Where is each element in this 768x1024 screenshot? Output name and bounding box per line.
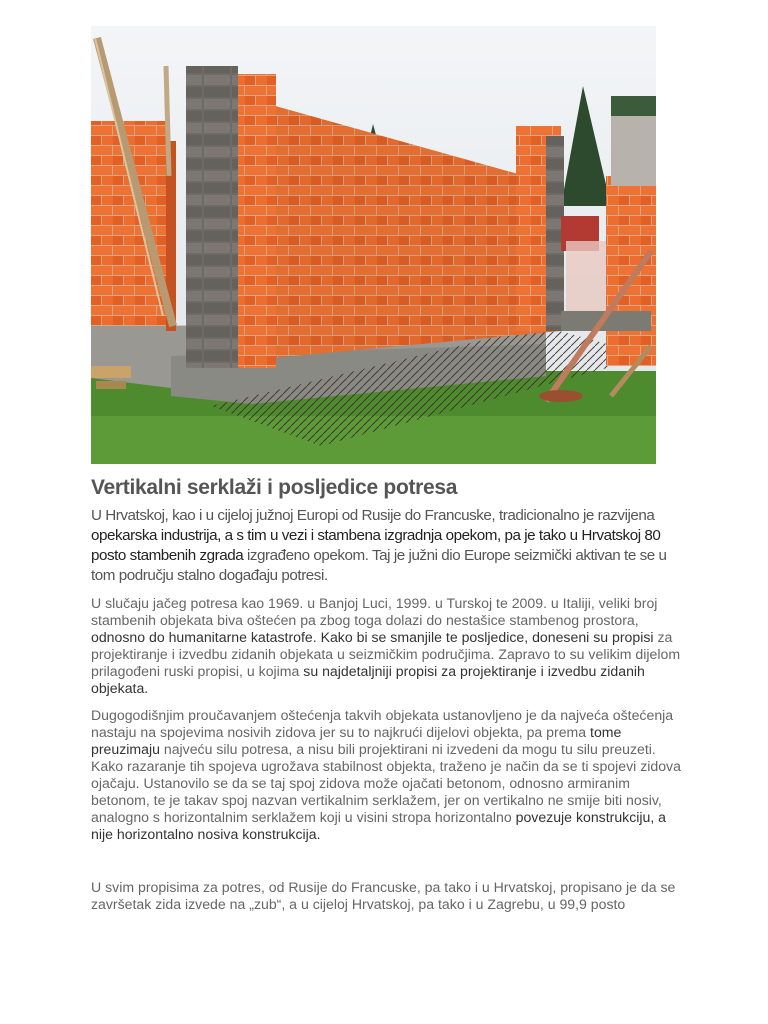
para1-highlight-1: odnosno do humanitarne katastrofe. Kako bi se smanjile te posljedice, doneseni su propisi	[91, 629, 654, 645]
paragraph-wall-joints	[91, 707, 681, 843]
para2-text-1: Dugogodišnjim proučavanjem oštećenja takvih objekata ustanovljeno je da najveća oštećenja nastaju na spojevima nosivih zidova jer su to najkrući dijelovi objekta, pa prema	[91, 707, 674, 740]
paragraph-regulations: U svim propisima za potres, od Rusije do Francuske, pa tako i u Hrvatskoj, propisano je da se završetak zida izvede na „zub“, a u cijeloj Hrvatskoj, pa tako i u Zagrebu, u 99,9 posto	[91, 879, 676, 912]
lead-highlight: opekarska industrija, a s tim u vezi i stambena izgradnja opekom, pa je tako u Hrvatskoj 80 posto stambenih zgrada	[91, 527, 661, 564]
article-title: Vertikalni serklaži i posljedice potresa	[91, 476, 458, 499]
para2-text-2: najveću silu potresa, a nisu bili projektirani ni izvedeni da mogu tu silu preuzeti. Kako razaranje tih spojeva ugrožava stabilnost objekta, traženo je način da se ti spojevi zidova ojačaju. Ustanovilo se da se taj spoj zidova može ojačati betonom, odnosno armiranim betonom, te je takav spoj nazvan vertikalnim serklažem, jer on vertikalno ne smije biti nosiv, analogno s horizontalnim serklažem koji u visini stropa horizontalno	[91, 741, 681, 825]
para1-highlight-2: su najdetaljniji propisi za projektiranje i izvedbu zidanih objekata.	[91, 663, 645, 696]
para1-text-1: U slučaju jačeg potresa kao 1969. u Banjoj Luci, 1999. u Turskoj te 2009. u Italiji, veliki broj stambenih objekata biva oštećen pa zbog toga dolazi do nestašice stambenog prostora,	[91, 595, 658, 628]
brick-wall-illustration	[91, 26, 656, 464]
article-lead	[91, 506, 681, 586]
para2-highlight-1: tome preuzimaju	[91, 724, 622, 757]
construction-photo	[91, 26, 656, 464]
lead-text-1: U Hrvatskoj, kao i u cijeloj južnoj Europi od Rusije do Francuske, tradicionalno je razvijena	[91, 507, 655, 524]
para2-highlight-2: povezuje konstrukciju, a nije horizontalno nosiva konstrukcija.	[91, 809, 667, 842]
lead-text-2: izgrađeno opekom. Taj je južni dio Europe seizmički aktivan te se u tom području stalno događaju potresi.	[91, 547, 667, 584]
paragraph-earthquakes	[91, 595, 681, 697]
para1-text-2: za projektiranje i izvedbu zidanih objekata u seizmičkim područjima. Zapravo to su velikim dijelom prilagođeni ruski propisi, u kojima	[91, 629, 681, 679]
